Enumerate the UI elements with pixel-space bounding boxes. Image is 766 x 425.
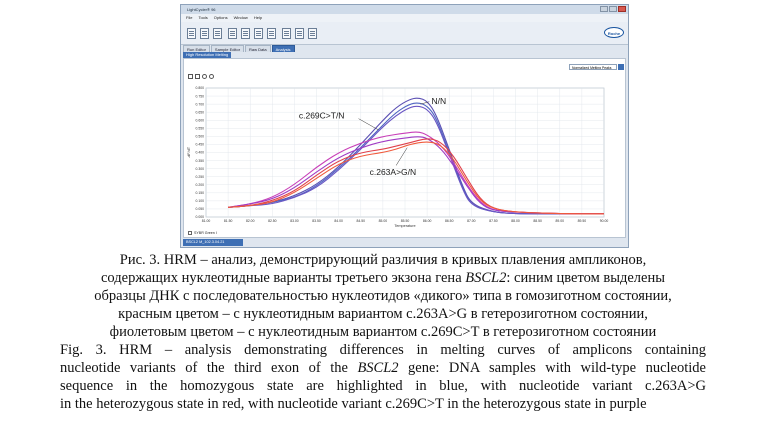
roche-logo: Roche <box>604 27 624 38</box>
close-icon[interactable] <box>618 6 626 12</box>
report-file-icon[interactable] <box>254 28 263 39</box>
tools-icon[interactable] <box>295 28 304 39</box>
y-tick-label: 0.200 <box>195 182 204 187</box>
tab-run-editor[interactable]: Run Editor <box>183 45 210 52</box>
caption-en-gene: BSCL2 <box>357 360 399 376</box>
x-tick-label: 85.50 <box>400 219 410 223</box>
caption-ru-line-4: красным цветом – с нуклеотидным вариантом c.263A>G в гетерозиготном состоянии, <box>118 306 648 322</box>
menu-help[interactable]: Help <box>253 15 263 20</box>
export-file-icon[interactable] <box>228 28 237 39</box>
mode-select[interactable]: Normalized Melting Peaks <box>569 64 617 70</box>
melting-peaks-chart <box>184 59 627 239</box>
minimize-icon[interactable] <box>600 6 608 12</box>
annotation-3: c.263A>G/N <box>369 167 417 178</box>
menu-options[interactable]: Options <box>213 15 228 20</box>
save-file-icon[interactable] <box>213 28 222 39</box>
open-file-icon[interactable] <box>200 28 209 39</box>
tab-sample-editor[interactable]: Sample Editor <box>211 45 244 52</box>
window-title: LightCycler® 96 <box>187 7 216 12</box>
tab-analysis[interactable]: Analysis <box>272 45 295 52</box>
caption-ru-line-2-text: содержащих нуклеотидные варианты третьего экзона гена <box>101 270 466 286</box>
y-tick-label: 0.550 <box>195 126 204 131</box>
x-axis-label: Temperature <box>394 224 416 228</box>
tab-raw-data[interactable]: Raw Data <box>245 45 271 52</box>
software-screenshot <box>180 4 629 248</box>
x-tick-label: 89.00 <box>555 219 565 223</box>
caption-en-line-1: Fig. 3. HRM – analysis demonstrating differences in melting curves of amplicons containing <box>60 342 706 358</box>
x-tick-label: 84.50 <box>356 219 366 223</box>
toolbar <box>181 22 628 45</box>
y-tick-label: 0.300 <box>195 166 204 171</box>
maximize-icon[interactable] <box>609 6 617 12</box>
y-tick-label: 0.350 <box>195 158 204 163</box>
x-tick-label: 81.50 <box>223 219 233 223</box>
x-tick-label: 83.00 <box>290 219 299 223</box>
x-tick-label: 90.00 <box>599 219 609 223</box>
y-tick-label: 0.650 <box>195 110 204 115</box>
x-tick-label: 87.50 <box>489 219 498 223</box>
x-tick-label: 83.50 <box>312 219 321 223</box>
y-tick-label: 0.750 <box>195 94 204 99</box>
main-tabs <box>183 45 295 52</box>
window-controls <box>600 6 626 12</box>
x-tick-label: 87.00 <box>467 219 476 223</box>
y-tick-label: 0.100 <box>195 199 204 204</box>
y-tick-label: 0.050 <box>195 207 204 212</box>
annotation-1: N/N <box>431 96 447 107</box>
y-tick-label: 0.250 <box>195 174 204 179</box>
y-tick-label: 0.450 <box>195 142 204 147</box>
caption-ru-line-5: фиолетовым цветом – с нуклеотидным вариантом c.269C>T в гетерозиготном состоянии <box>109 324 657 340</box>
x-tick-label: 86.50 <box>444 219 454 223</box>
x-tick-label: 81.00 <box>201 219 211 223</box>
annotation-2: c.269C>T/N <box>298 110 345 121</box>
caption-en-line-3: sequence in the homozygous state are highlighted in blue, with nucleotide variant c.263A>G <box>60 378 706 394</box>
x-tick-label: 82.00 <box>245 219 255 223</box>
caption-ru-gene: BSCL2 <box>465 270 507 286</box>
menu-tools[interactable]: Tools <box>198 15 208 20</box>
legend <box>188 231 217 235</box>
legend-label: SYBR Green I <box>194 231 217 235</box>
x-tick-label: 82.50 <box>268 219 277 223</box>
print-icon[interactable] <box>267 28 276 39</box>
caption-ru-line-1: Рис. 3. HRM – анализ, демонстрирующий различия в кривых плавления ампликонов, <box>119 252 647 268</box>
x-tick-label: 89.50 <box>577 219 587 223</box>
legend-checkbox[interactable] <box>188 231 192 235</box>
new-file-icon[interactable] <box>187 28 196 39</box>
x-tick-label: 88.00 <box>511 219 520 223</box>
tab-high-resolution-melting[interactable]: High Resolution Melting <box>183 52 231 58</box>
caption-en-line-4: in the heterozygous state in red, with nucleotide variant c.269C>T in the heterozygous state in purple <box>60 396 647 412</box>
menu-file[interactable]: File <box>186 15 193 20</box>
y-tick-label: 0.700 <box>195 102 204 107</box>
import-file-icon[interactable] <box>241 28 250 39</box>
y-tick-label: 0.150 <box>195 191 204 196</box>
caption-en-line-2-end: gene: DNA samples with wild-type nucleotide <box>398 360 706 376</box>
caption-ru-line-2-end: : синим цветом выделены <box>506 270 665 286</box>
help-icon[interactable] <box>308 28 317 39</box>
options-icon[interactable] <box>282 28 291 39</box>
y-tick-label: 0.600 <box>195 118 204 123</box>
y-tick-label: 0.000 <box>195 215 204 220</box>
x-tick-label: 86.00 <box>422 219 432 223</box>
status-bar: BSCL2 M_102.3.04.21 <box>183 239 243 246</box>
x-tick-label: 85.00 <box>378 219 388 223</box>
y-tick-label: 0.400 <box>195 150 204 155</box>
y-axis-label: -dF/dT <box>187 146 191 159</box>
menu-window[interactable]: Window <box>233 15 248 20</box>
x-tick-label: 84.00 <box>334 219 343 223</box>
y-tick-label: 0.800 <box>195 86 204 91</box>
caption-ru-line-3: образцы ДНК с последовательностью нуклеотидов «дикого» типа в гомозиготном состоянии, <box>94 288 672 304</box>
menu-bar <box>181 14 628 22</box>
caption-en-line-2 <box>60 360 706 377</box>
title-bar <box>181 5 628 14</box>
analysis-panel <box>183 58 626 238</box>
caption-en-line-2-text: nucleotide variants of the third exon of the <box>60 360 358 376</box>
y-tick-label: 0.500 <box>195 134 204 139</box>
x-tick-label: 88.50 <box>533 219 542 223</box>
caption-ru-line-2 <box>0 270 766 287</box>
